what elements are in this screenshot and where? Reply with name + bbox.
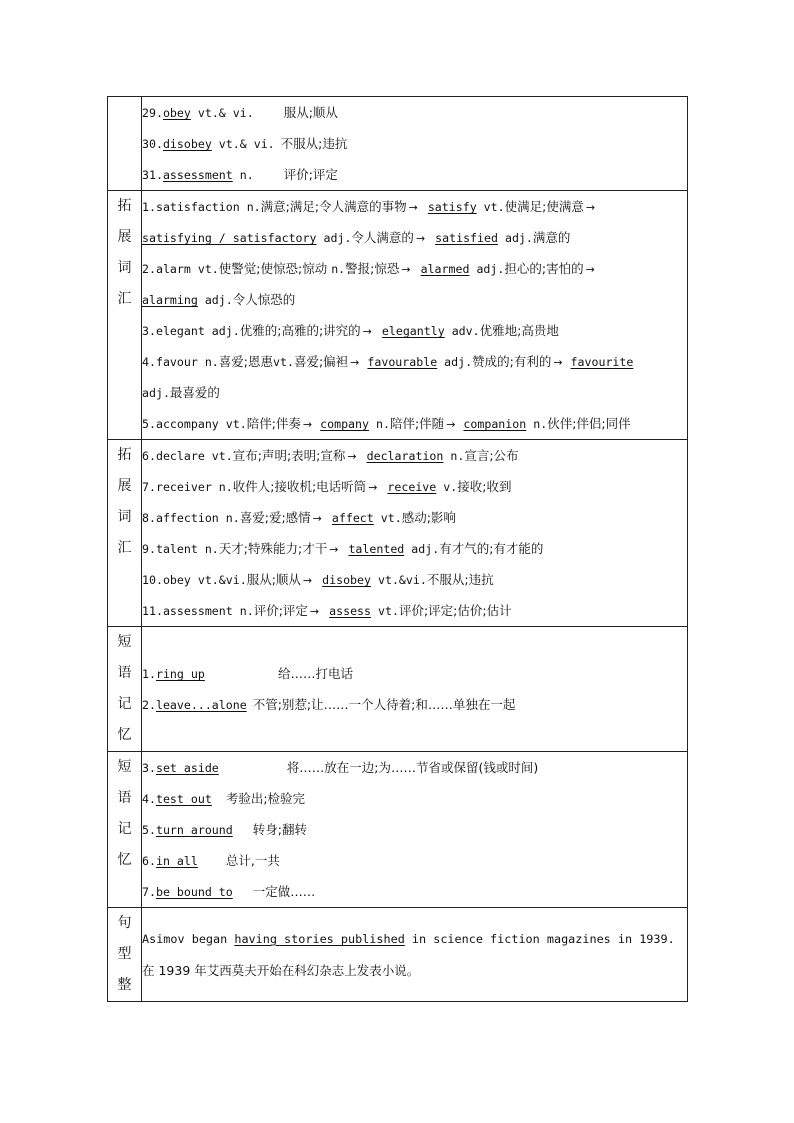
table-row xyxy=(108,440,688,627)
part-of-speech: vt. xyxy=(373,511,402,525)
phrase-meaning: 一定做…… xyxy=(252,884,316,899)
sentence-text: 年艾西莫夫开始在科幻杂志上发表小说。 xyxy=(190,963,420,978)
label-char: 汇 xyxy=(117,291,132,307)
section-label-extended-vocab xyxy=(108,191,142,440)
word-meaning: 服从;顺从 xyxy=(283,105,338,120)
phrase-list-2 xyxy=(142,752,688,908)
part-of-speech: vt. xyxy=(476,200,505,214)
label-char: 拓 xyxy=(117,198,132,214)
label-char: 型 xyxy=(117,946,132,962)
label-char: 词 xyxy=(117,260,132,276)
phrase-meaning: 不管;别惹;让……一个人待着;和……单独在一起 xyxy=(252,697,516,712)
part-of-speech: vt.&vi. xyxy=(371,573,427,587)
entry-meaning: 使满足;使满意 xyxy=(504,199,584,214)
list-item xyxy=(142,783,687,814)
spacer xyxy=(142,986,687,1000)
arrow-icon: → xyxy=(362,325,372,338)
arrow-icon: → xyxy=(368,481,378,494)
part-of-speech: n. xyxy=(526,417,548,431)
label-char: 整 xyxy=(117,977,132,993)
vocab-word: alarming xyxy=(142,293,198,307)
vocab-word: favourite xyxy=(570,355,634,369)
arrow-icon: → xyxy=(415,232,426,245)
entry-meaning: 警报;惊恐 xyxy=(345,261,400,276)
list-item xyxy=(142,689,687,720)
list-item xyxy=(142,159,687,190)
list-item xyxy=(142,377,687,408)
section-label-sentence-pattern xyxy=(108,908,142,1002)
list-item xyxy=(142,284,687,315)
table-row xyxy=(108,627,688,752)
list-item xyxy=(142,533,687,564)
entry-meaning: 使警觉;使惊恐;惊动 xyxy=(218,261,332,276)
phrase-meaning: 将……放在一边;为……节省或保留(钱或时间) xyxy=(286,760,539,775)
list-item xyxy=(142,814,687,845)
section-label-empty xyxy=(108,97,142,191)
part-of-speech: adj. xyxy=(197,293,233,307)
label-char: 短 xyxy=(117,634,132,650)
part-of-speech: n. xyxy=(331,262,346,276)
table-row xyxy=(108,191,688,440)
vocab-word: talented xyxy=(348,542,405,556)
label-char: 忆 xyxy=(117,852,132,868)
vocab-word: satisfying / satisfactory xyxy=(142,231,317,245)
item-number: 30. xyxy=(142,137,163,151)
vocab-word: assessment xyxy=(162,168,233,182)
entry-text: 3.elegant adj. xyxy=(142,324,240,338)
item-number: 6. xyxy=(142,854,156,868)
phrase: turn around xyxy=(155,823,233,837)
vocabulary-table xyxy=(107,96,688,1002)
item-number: 3. xyxy=(142,761,156,775)
item-number: 29. xyxy=(142,106,163,120)
entry-meaning: 评价;评定;估价;估计 xyxy=(398,603,512,618)
label-char: 记 xyxy=(117,696,132,712)
entry-meaning: 陪伴;伴随 xyxy=(389,416,445,431)
label-char: 展 xyxy=(117,478,132,494)
list-item xyxy=(142,595,687,626)
list-item xyxy=(142,315,687,346)
arrow-icon: → xyxy=(408,201,418,214)
arrow-icon: → xyxy=(585,201,596,214)
part-of-speech: adj. xyxy=(404,542,440,556)
extended-vocab-list-1 xyxy=(142,191,688,440)
entry-meaning: 喜爱;偏袒 xyxy=(293,354,349,369)
arrow-icon: → xyxy=(302,418,313,431)
arrow-icon: → xyxy=(302,574,313,587)
phrase: be bound to xyxy=(155,885,233,899)
entry-text: 10.obey vt.&vi. xyxy=(142,573,247,587)
label-char: 拓 xyxy=(117,447,132,463)
sentence-year: 1939 xyxy=(158,963,191,978)
list-item xyxy=(142,408,687,439)
item-number: 4. xyxy=(142,792,156,806)
table-row xyxy=(108,752,688,908)
part-of-speech: vt. xyxy=(273,355,294,369)
section-label-phrase-memory xyxy=(108,752,142,908)
sentence-text: Asimov began xyxy=(142,932,235,946)
arrow-icon: → xyxy=(347,450,357,463)
entry-meaning: 伙伴;伴侣;同伴 xyxy=(547,416,631,431)
list-item xyxy=(142,128,687,159)
arrow-icon: → xyxy=(585,263,595,276)
part-of-speech: vt.& vi. xyxy=(211,137,275,151)
entry-meaning: 不服从;违抗 xyxy=(426,572,494,587)
list-item xyxy=(142,845,687,876)
vocab-word: alarmed xyxy=(420,262,470,276)
phrase: set aside xyxy=(155,761,219,775)
arrow-icon: → xyxy=(350,356,360,369)
word-meaning: 不服从;违抗 xyxy=(280,136,348,151)
label-char: 记 xyxy=(117,821,132,837)
entry-text: 5.accompany vt. xyxy=(142,417,247,431)
phrase: in all xyxy=(155,854,198,868)
list-item xyxy=(142,658,687,689)
section-label-phrase-memory xyxy=(108,627,142,752)
phrase-meaning: 转身;翻转 xyxy=(252,822,307,837)
entry-meaning: 满意;满足;令人满意的事物 xyxy=(260,199,407,214)
label-char: 短 xyxy=(117,759,132,775)
phrase-meaning: 总计,一共 xyxy=(225,853,280,868)
entry-text: 6.declare vt. xyxy=(142,449,233,463)
word-meaning: 评价;评定 xyxy=(283,167,338,182)
label-char: 语 xyxy=(117,790,132,806)
part-of-speech: adj. xyxy=(142,386,170,400)
entry-meaning: 评价;评定 xyxy=(253,603,308,618)
entry-meaning: 优雅的;高雅的;讲究的 xyxy=(239,323,361,338)
item-number: 5. xyxy=(142,823,156,837)
sentence-pattern-content xyxy=(142,908,688,1002)
entry-meaning: 喜爱;恩惠 xyxy=(218,354,273,369)
entry-text: 7.receiver n. xyxy=(142,480,233,494)
label-char: 语 xyxy=(117,665,132,681)
entry-meaning: 令人满意的 xyxy=(351,230,414,245)
entry-meaning: 天才;特殊能力;才干 xyxy=(218,541,328,556)
entry-meaning: 喜爱;爱;感情 xyxy=(239,510,311,525)
phrase-list-1 xyxy=(142,627,688,752)
vocab-word: assess xyxy=(329,604,372,618)
vocab-word: disobey xyxy=(162,137,212,151)
list-item xyxy=(142,440,687,471)
entry-text: 8.affection n. xyxy=(142,511,240,525)
list-item xyxy=(142,346,687,377)
item-number: 1. xyxy=(142,667,156,681)
part-of-speech: adj. xyxy=(437,355,473,369)
example-sentence-en xyxy=(142,924,687,955)
label-char: 汇 xyxy=(117,540,132,556)
spacer xyxy=(142,720,687,751)
vocab-word: companion xyxy=(463,417,527,431)
label-char: 句 xyxy=(117,915,132,931)
arrow-icon: → xyxy=(309,605,320,618)
arrow-icon: → xyxy=(329,543,339,556)
entry-meaning: 感动;影响 xyxy=(401,510,456,525)
phrase: leave...alone xyxy=(155,698,247,712)
spacer xyxy=(142,627,687,658)
entry-meaning: 优雅地;高贵地 xyxy=(479,323,559,338)
entry-meaning: 接收;收到 xyxy=(457,479,512,494)
part-of-speech: adj. xyxy=(316,231,352,245)
sentence-text: in science fiction magazines in 1939. xyxy=(404,932,675,946)
section-label-extended-vocab xyxy=(108,440,142,627)
list-item xyxy=(142,222,687,253)
label-char: 忆 xyxy=(117,727,132,743)
vocab-word: satisfy xyxy=(427,200,477,214)
vocab-word: favourable xyxy=(367,355,438,369)
phrase-meaning: 给……打电话 xyxy=(277,666,353,681)
sentence-text: 在 xyxy=(142,963,159,978)
entry-meaning: 有才气的;有才能的 xyxy=(439,541,544,556)
vocab-word: affect xyxy=(331,511,374,525)
entry-meaning: 陪伴;伴奏 xyxy=(246,416,301,431)
item-number: 7. xyxy=(142,885,156,899)
sentence-structure: having stories published xyxy=(234,932,405,946)
phrase: test out xyxy=(155,792,212,806)
list-item xyxy=(142,253,687,284)
arrow-icon: → xyxy=(553,356,563,369)
part-of-speech: adj. xyxy=(497,231,533,245)
arrow-icon: → xyxy=(446,418,456,431)
entry-text: 11.assessment n. xyxy=(142,604,254,618)
vocab-word: company xyxy=(320,417,370,431)
part-of-speech: vt.& vi. xyxy=(190,106,254,120)
list-item xyxy=(142,191,687,222)
part-of-speech: n. xyxy=(443,449,465,463)
phrase-meaning: 考验出;检验完 xyxy=(225,791,306,806)
arrow-icon: → xyxy=(312,512,322,525)
entry-meaning: 服从;顺从 xyxy=(246,572,301,587)
part-of-speech: adv. xyxy=(444,324,480,338)
vocab-word: elegantly xyxy=(381,324,445,338)
table-row xyxy=(108,908,688,1002)
label-char: 展 xyxy=(117,229,132,245)
vocab-word: satisfied xyxy=(435,231,498,245)
vocab-word: declaration xyxy=(366,449,444,463)
entry-text: 4.favour n. xyxy=(142,355,219,369)
entry-meaning: 收件人;接收机;电话听筒 xyxy=(232,479,367,494)
list-item xyxy=(142,876,687,907)
example-sentence-cn xyxy=(142,955,687,986)
vocab-list-29-31 xyxy=(142,97,688,191)
entry-text: 2.alarm vt. xyxy=(142,262,219,276)
entry-meaning: 令人惊恐的 xyxy=(232,292,296,307)
label-char: 词 xyxy=(117,509,132,525)
list-item xyxy=(142,97,687,128)
part-of-speech: adj. xyxy=(469,262,505,276)
entry-text: 1.satisfaction n. xyxy=(142,200,261,214)
entry-meaning: 最喜爱的 xyxy=(169,385,220,400)
entry-text: 9.talent n. xyxy=(142,542,219,556)
vocab-word: disobey xyxy=(322,573,372,587)
entry-meaning: 满意的 xyxy=(532,230,571,245)
vocab-word: obey xyxy=(162,106,191,120)
vocab-word: receive xyxy=(387,480,437,494)
extended-vocab-list-2 xyxy=(142,440,688,627)
entry-meaning: 担心的;害怕的 xyxy=(504,261,584,276)
part-of-speech: n. xyxy=(232,168,254,182)
entry-meaning: 赞成的;有利的 xyxy=(472,354,552,369)
list-item xyxy=(142,564,687,595)
list-item xyxy=(142,471,687,502)
entry-meaning: 宣言;公布 xyxy=(464,448,519,463)
part-of-speech: v. xyxy=(436,480,458,494)
item-number: 31. xyxy=(142,168,163,182)
item-number: 2. xyxy=(142,698,156,712)
arrow-icon: → xyxy=(401,263,411,276)
phrase: ring up xyxy=(155,667,205,681)
table-row xyxy=(108,97,688,191)
part-of-speech: vt. xyxy=(371,604,399,618)
entry-meaning: 宣布;声明;表明;宣称 xyxy=(232,448,346,463)
list-item xyxy=(142,502,687,533)
part-of-speech: n. xyxy=(369,417,390,431)
list-item xyxy=(142,752,687,783)
